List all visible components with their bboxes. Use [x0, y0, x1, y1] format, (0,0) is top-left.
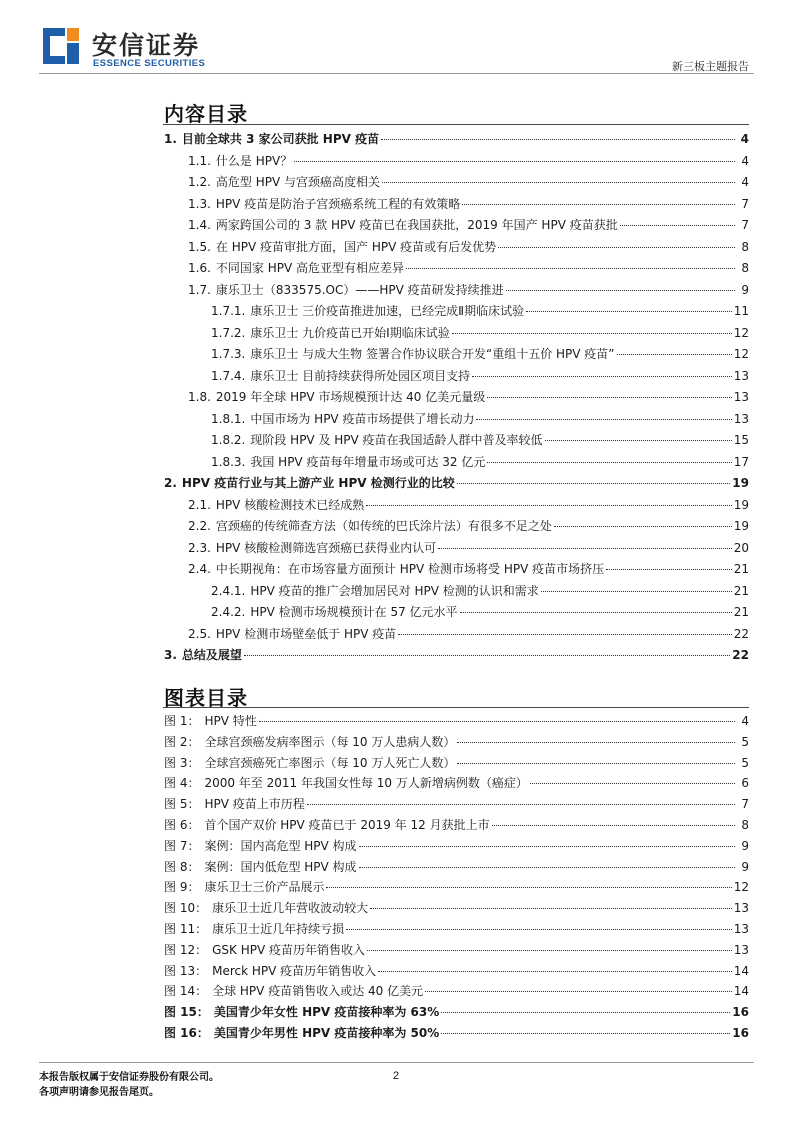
entry-number: 1.7.1.: [211, 304, 246, 318]
dot-leader: [526, 310, 732, 312]
figure-entry[interactable]: [164, 1003, 749, 1021]
dot-leader: [472, 375, 732, 377]
dot-leader: [382, 181, 735, 183]
entry-title: 康乐卫士 九价疫苗已开始Ⅰ期临床试验: [250, 325, 450, 340]
dot-leader: [398, 633, 731, 635]
figure-entry[interactable]: [164, 816, 749, 834]
entry-page-number: 21: [733, 583, 749, 598]
entry-page-number: 4: [741, 153, 749, 168]
figure-entry[interactable]: [164, 858, 749, 876]
entry-page-number: 11: [733, 304, 749, 318]
figure-entry[interactable]: [164, 982, 749, 1000]
toc-entry[interactable]: [164, 474, 749, 492]
entry-page-number: 7: [741, 196, 749, 211]
entry-page-number: 22: [732, 648, 749, 662]
dot-leader: [326, 886, 731, 888]
entry-number: 图 4：: [164, 776, 200, 791]
entry-number: 图 16：: [164, 1026, 209, 1040]
entry-title: 康乐卫士 三价疫苗推进加速，已经完成Ⅱ期临床试验: [250, 304, 525, 318]
entry-title: 不同国家 HPV 高危亚型有相应差异: [215, 261, 405, 275]
entry-number: 图 6：: [164, 818, 200, 832]
dot-leader: [476, 418, 731, 420]
entry-number: 2.4.2.: [211, 605, 246, 619]
entry-number: 1.8.3.: [211, 454, 246, 469]
entry-page-number: 16: [732, 1005, 749, 1020]
toc-entry[interactable]: [211, 324, 749, 342]
entry-title: 康乐卫士 与成大生物 签署合作协议联合开发“重组十五价 HPV 疫苗”: [250, 347, 615, 361]
toc-entry[interactable]: [164, 646, 749, 664]
toc-title: 内容目录: [164, 102, 248, 126]
entry-number: 图 8：: [164, 859, 200, 874]
dot-leader: [462, 203, 735, 205]
entry-number: 2.: [164, 476, 177, 490]
dot-leader: [487, 396, 731, 398]
logo-chinese-name: 安信证券: [92, 31, 201, 60]
entry-page-number: 5: [741, 755, 749, 770]
entry-title: 现阶段 HPV 及 HPV 疫苗在我国适龄人群中普及率较低: [250, 433, 543, 447]
entry-title: HPV 检测市场规模预计在 57 亿元水平: [250, 605, 458, 619]
entry-title: 中长期视角：在市场容量方面预计 HPV 检测市场将受 HPV 疫苗市场挤压: [215, 562, 605, 576]
entry-page-number: 13: [733, 942, 749, 957]
entry-number: 图 2：: [164, 734, 200, 749]
toc-entry[interactable]: [164, 130, 749, 148]
entry-page-number: 13: [733, 368, 749, 383]
entry-page-number: 12: [733, 347, 749, 361]
dot-leader: [506, 289, 735, 291]
entry-page-number: 12: [733, 325, 749, 340]
header-divider: [39, 73, 754, 74]
entry-title: 2019 年全球 HPV 市场规模预计达 40 亿美元量级: [215, 390, 486, 404]
entry-page-number: 5: [741, 734, 749, 749]
dot-leader: [530, 782, 735, 784]
entry-title: 案例：国内低危型 HPV 构成: [204, 859, 357, 874]
entry-page-number: 14: [733, 963, 749, 978]
entry-number: 图 13：: [164, 963, 208, 978]
entry-page-number: 8: [741, 818, 749, 832]
entry-title: 全球宫颈癌发病率图示（每 10 万人患病人数）: [204, 734, 456, 749]
entry-title: HPV 核酸检测筛选宫颈癌已获得业内认可: [215, 540, 437, 555]
entry-page-number: 7: [741, 218, 749, 232]
dot-leader: [457, 741, 735, 743]
entry-number: 1.3.: [188, 196, 211, 211]
entry-title: HPV 特性: [204, 714, 257, 728]
dot-leader: [370, 907, 732, 909]
entry-page-number: 20: [733, 540, 749, 555]
entry-number: 2.3.: [188, 540, 211, 555]
entry-title: 中国市场为 HPV 疫苗市场提供了增长动力: [250, 411, 475, 426]
entry-page-number: 4: [741, 175, 749, 189]
copyright-notice: 本报告版权属于安信证券股份有限公司。: [39, 1072, 219, 1083]
figure-entry[interactable]: [164, 920, 749, 938]
figures-title-rule: [163, 707, 749, 708]
dot-leader: [244, 654, 730, 656]
entry-title: HPV 检测市场壁垒低于 HPV 疫苗: [215, 626, 397, 641]
toc-entry[interactable]: [211, 431, 749, 449]
entry-number: 图 1：: [164, 714, 200, 728]
toc-entry[interactable]: [188, 517, 749, 535]
dot-leader: [452, 332, 732, 334]
toc-entry[interactable]: [211, 302, 749, 320]
toc-entry[interactable]: [188, 281, 749, 299]
dot-leader: [425, 990, 732, 992]
entry-number: 图 3：: [164, 755, 200, 770]
entry-title: 全球 HPV 疫苗销售收入或达 40 亿美元: [212, 984, 424, 999]
entry-page-number: 16: [732, 1026, 749, 1040]
entry-title: Merck HPV 疫苗历年销售收入: [212, 963, 377, 978]
entry-number: 2.4.: [188, 562, 211, 576]
entry-page-number: 8: [741, 239, 749, 254]
dot-leader: [346, 928, 732, 930]
entry-number: 2.4.1.: [211, 583, 246, 598]
dot-leader: [457, 482, 731, 484]
toc-entry[interactable]: [188, 173, 749, 191]
figure-entry[interactable]: [164, 878, 749, 896]
dot-leader: [367, 949, 732, 951]
toc-entry[interactable]: [211, 603, 749, 621]
entry-number: 图 9：: [164, 880, 200, 895]
dot-leader: [492, 824, 735, 826]
dot-leader: [541, 590, 732, 592]
entry-title: HPV 疫苗是防治子宫颈癌系统工程的有效策略: [215, 196, 461, 211]
figure-entry[interactable]: [164, 795, 749, 813]
dot-leader: [545, 439, 732, 441]
entry-title: 康乐卫士近几年营收波动较大: [212, 901, 369, 916]
logo-english-name: ESSENCE SECURITIES: [93, 58, 206, 69]
entry-number: 1.: [164, 132, 177, 146]
page-number: 2: [392, 1070, 400, 1082]
entry-page-number: 14: [733, 984, 749, 999]
dot-leader: [381, 138, 735, 140]
toc-entry[interactable]: [211, 345, 749, 363]
toc-entry[interactable]: [188, 560, 749, 578]
entry-page-number: 19: [733, 519, 749, 533]
entry-title: 总结及展望: [181, 648, 242, 662]
dot-leader: [294, 160, 735, 162]
entry-number: 1.7.3.: [211, 347, 246, 361]
entry-page-number: 9: [741, 859, 749, 874]
entry-title: HPV 疫苗行业与其上游产业 HPV 检测行业的比较: [181, 476, 455, 490]
entry-page-number: 6: [741, 776, 749, 791]
entry-page-number: 21: [733, 605, 749, 619]
entry-title: HPV 疫苗上市历程: [204, 797, 305, 812]
dot-leader: [307, 803, 735, 805]
dot-leader: [554, 525, 732, 527]
figure-entry[interactable]: [164, 837, 749, 855]
entry-number: 图 10：: [164, 901, 208, 916]
figure-entry[interactable]: [164, 733, 749, 751]
figure-entry[interactable]: [164, 774, 749, 792]
entry-number: 1.8.: [188, 390, 211, 404]
entry-number: 图 11：: [164, 922, 208, 936]
toc-title-rule: [163, 124, 749, 125]
toc-entry[interactable]: [188, 195, 749, 213]
entry-number: 1.8.2.: [211, 433, 246, 447]
dot-leader: [359, 845, 735, 847]
entry-page-number: 22: [733, 626, 749, 641]
entry-number: 图 7：: [164, 838, 200, 853]
entry-title: 宫颈癌的传统筛查方法（如传统的巴氏涂片法）有很多不足之处: [215, 519, 552, 533]
dot-leader: [441, 1011, 730, 1013]
entry-title: 我国 HPV 疫苗每年增量市场或可达 32 亿元: [250, 454, 486, 469]
toc-entry[interactable]: [188, 496, 749, 514]
figure-entry[interactable]: [164, 712, 749, 730]
dot-leader: [487, 461, 731, 463]
entry-page-number: 8: [741, 261, 749, 275]
entry-number: 1.7.: [188, 282, 211, 297]
toc-entry[interactable]: [211, 367, 749, 385]
entry-number: 1.5.: [188, 239, 211, 254]
dot-leader: [498, 246, 735, 248]
entry-title: 康乐卫士 目前持续获得所处园区项目支持: [250, 368, 471, 383]
entry-number: 图 14：: [164, 984, 208, 999]
entry-title: 美国青少年女性 HPV 疫苗接种率为 63%: [213, 1005, 440, 1020]
entry-page-number: 13: [733, 390, 749, 404]
entry-number: 3.: [164, 648, 177, 662]
dot-leader: [259, 720, 735, 722]
entry-page-number: 21: [733, 562, 749, 576]
dot-leader: [620, 224, 735, 226]
dot-leader: [441, 1032, 730, 1034]
dot-leader: [378, 970, 732, 972]
figure-entry[interactable]: [164, 899, 749, 917]
dot-leader: [366, 504, 732, 506]
toc-entry[interactable]: [188, 216, 749, 234]
entry-number: 图 12：: [164, 942, 208, 957]
dot-leader: [457, 762, 735, 764]
entry-page-number: 17: [733, 454, 749, 469]
entry-title: 2000 年至 2011 年我国女性每 10 万人新增病例数（癌症）: [204, 776, 528, 791]
footer-divider: [39, 1062, 754, 1063]
entry-number: 1.7.2.: [211, 325, 246, 340]
entry-title: 康乐卫士近几年持续亏损: [212, 922, 345, 936]
entry-number: 1.2.: [188, 175, 211, 189]
entry-page-number: 15: [733, 433, 749, 447]
entry-title: 美国青少年男性 HPV 疫苗接种率为 50%: [213, 1026, 440, 1040]
entry-title: HPV 疫苗的推广会增加居民对 HPV 检测的认识和需求: [250, 583, 539, 598]
entry-number: 2.2.: [188, 519, 211, 533]
figure-entry[interactable]: [164, 1024, 749, 1042]
toc-entry[interactable]: [188, 539, 749, 557]
figure-entry[interactable]: [164, 962, 749, 980]
entry-title: GSK HPV 疫苗历年销售收入: [212, 942, 365, 957]
entry-title: 什么是 HPV？: [215, 153, 293, 168]
entry-number: 2.1.: [188, 497, 211, 512]
entry-page-number: 9: [741, 838, 749, 853]
entry-number: 1.1.: [188, 153, 211, 168]
report-type: 新三板主题报告: [672, 60, 749, 73]
dot-leader: [359, 866, 735, 868]
entry-page-number: 13: [733, 901, 749, 916]
entry-number: 2.5.: [188, 626, 211, 641]
entry-page-number: 9: [741, 282, 749, 297]
toc-entry[interactable]: [188, 259, 749, 277]
entry-title: 康乐卫士（833575.OC）——HPV 疫苗研发持续推进: [215, 282, 504, 297]
figure-entry[interactable]: [164, 754, 749, 772]
toc-entry[interactable]: [211, 582, 749, 600]
toc-entry[interactable]: [188, 388, 749, 406]
toc-entry[interactable]: [188, 152, 749, 170]
entry-title: 两家跨国公司的 3 款 HPV 疫苗已在我国获批，2019 年国产 HPV 疫苗获批: [215, 218, 618, 232]
toc-entry[interactable]: [211, 410, 749, 428]
dot-leader: [606, 568, 732, 570]
dot-leader: [406, 267, 735, 269]
entry-page-number: 19: [733, 497, 749, 512]
entry-number: 1.6.: [188, 261, 211, 275]
toc-entry[interactable]: [188, 625, 749, 643]
entry-number: 1.7.4.: [211, 368, 246, 383]
entry-page-number: 19: [732, 476, 749, 490]
figures-title: 图表目录: [164, 686, 248, 710]
entry-title: 高危型 HPV 与宫颈癌高度相关: [215, 175, 381, 189]
disclaimer-notice: 各项声明请参见报告尾页。: [39, 1087, 159, 1098]
entry-number: 1.8.1.: [211, 411, 246, 426]
entry-page-number: 4: [740, 132, 749, 146]
toc-entry[interactable]: [188, 238, 749, 256]
entry-number: 1.4.: [188, 218, 211, 232]
entry-title: HPV 核酸检测技术已经成熟: [215, 497, 365, 512]
entry-title: 首个国产双价 HPV 疫苗已于 2019 年 12 月获批上市: [204, 818, 490, 832]
entry-page-number: 7: [741, 797, 749, 812]
toc-entry[interactable]: [211, 453, 749, 471]
entry-title: 全球宫颈癌死亡率图示（每 10 万人死亡人数）: [204, 755, 456, 770]
dot-leader: [438, 547, 732, 549]
entry-number: 图 15：: [164, 1005, 209, 1020]
dot-leader: [617, 353, 732, 355]
entry-title: 案例：国内高危型 HPV 构成: [204, 838, 357, 853]
entry-page-number: 13: [733, 411, 749, 426]
entry-page-number: 4: [741, 714, 749, 728]
entry-title: 康乐卫士三价产品展示: [204, 880, 325, 895]
figure-entry[interactable]: [164, 941, 749, 959]
entry-title: 在 HPV 疫苗审批方面，国产 HPV 疫苗或有后发优势: [215, 239, 497, 254]
entry-number: 图 5：: [164, 797, 200, 812]
entry-page-number: 12: [733, 880, 749, 895]
logo-icon: [43, 28, 79, 64]
entry-title: 目前全球共 3 家公司获批 HPV 疫苗: [181, 132, 380, 146]
entry-page-number: 13: [733, 922, 749, 936]
dot-leader: [460, 611, 732, 613]
